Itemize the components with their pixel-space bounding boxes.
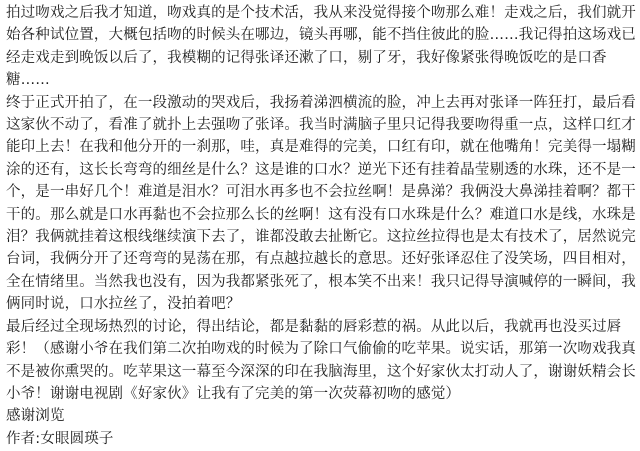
author-line: 作者:女眼圆瑛子 — [6, 430, 114, 447]
paragraph-3: 最后经过全现场热烈的讨论，得出结论，都是黏黏的唇彩惹的祸。从此以后，我就再也没买过唇彩！（感谢小爷在我们第二次拍吻戏的时候为了除口气偷偷的吃苹果。说实话，那第一次吻戏我真不是被你熏哭的。吃苹果这一幕至今深深的印在我脑海里，这个好家伙太打动人了，谢谢妖精会长小爷！谢谢电视剧《好家伙》让我有了完美的第一次荧幕初吻的感觉） — [6, 318, 636, 402]
paragraph-1: 拍过吻戏之后我才知道，吻戏真的是个技术活，我从来没觉得接个吻那么难！走戏之后，我们就开始各种试位置，大概包括吻的时候头在哪边，镜头再哪，能不挡住彼此的脸……我记得拍这场戏已经走戏走到晚饭以后了，我模糊的记得张译还漱了口，剔了牙，我好像紧张得晚饭吃的是口香糖…… — [6, 5, 636, 89]
paragraph-2: 终于正式开拍了，在一段激动的哭戏后，我扬着涕泗横流的脸，冲上去再对张译一阵狂打，最后看这家伙不动了，看准了就扑上去强吻了张译。我当时满脑子里只记得我要吻得重一点，这样口红才能印上去！在我和他分开的一刹那，哇，真是难得的完美，口红有印，就在他嘴角！完美得一塌糊涂的还有，这长长弯弯的细丝是什么？这是谁的口水？逆光下还有挂着晶莹剔透的水珠，还不是一个，是一串好几个！难道是泪水？可泪水再多也不会拉丝啊！是鼻涕？我俩没大鼻涕挂着啊？都干干的。那么就是口水再黏也不会拉那么长的丝啊！这有没有口水珠是什么？难道口水是线，水珠是泪？我俩就挂着这根线继续演下去了，谁都没敢去扯断它。这拉丝拉得也是太有技术了，居然说完台词，我俩分开了还弯弯的晃荡在那，有点越拉越长的意思。还好张译忍住了没笑场，四目相对，全在情绪里。当然我也没有，因为我都紧张死了，根本笑不出来！我只记得导演喊停的一瞬间，我俩同时说，口水拉丝了，没拍着吧？ — [6, 94, 636, 313]
closing-line: 感谢浏览 — [6, 408, 65, 425]
article-body — [6, 2, 636, 450]
